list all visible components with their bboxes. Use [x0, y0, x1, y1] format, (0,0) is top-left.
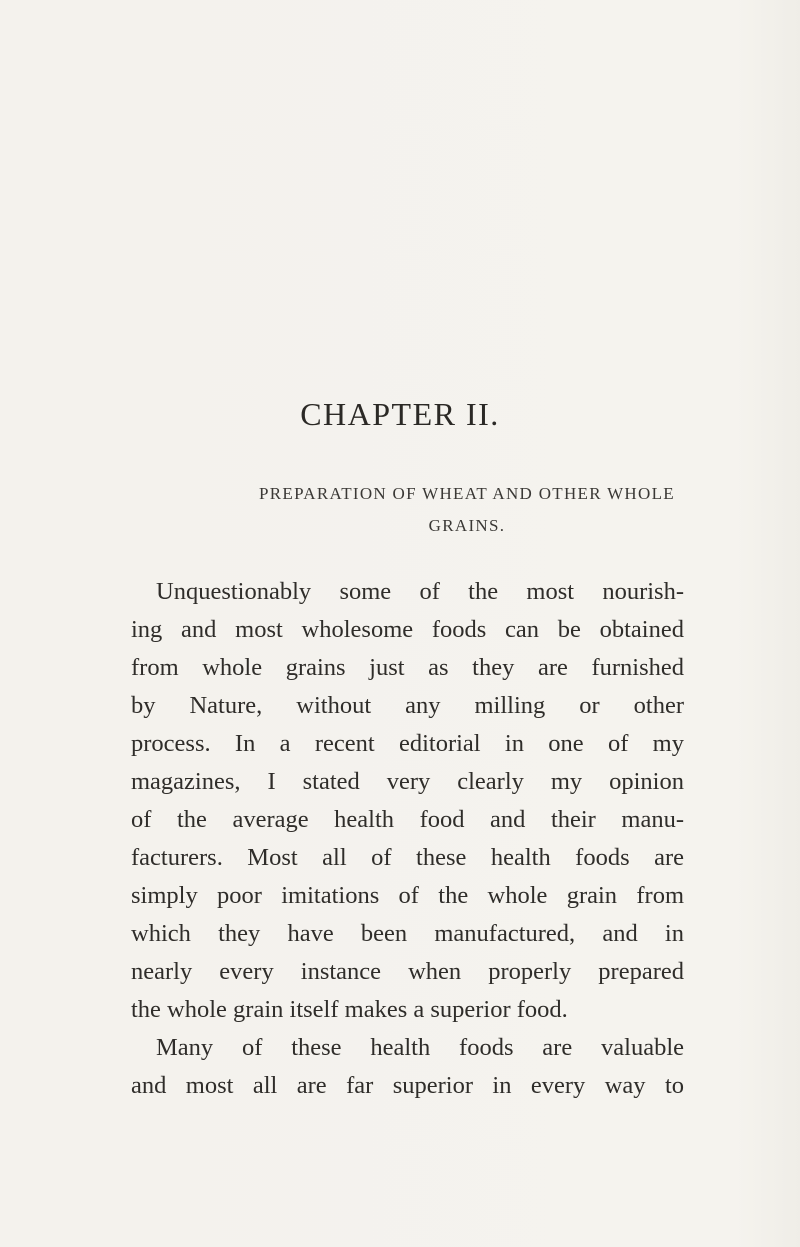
body-line-11: nearly every instance when properly prepared — [131, 958, 684, 985]
body-line-7: of the average health food and their manu- — [131, 806, 684, 833]
body-line-2: ing and most wholesome foods can be obtained — [131, 616, 684, 643]
body-line-8: facturers. Most all of these health foods are — [131, 844, 684, 871]
body-line-3: from whole grains just as they are furnished — [131, 654, 684, 681]
body-line-5: process. In a recent editorial in one of my — [131, 730, 684, 757]
body-line-10: which they have been manufactured, and in — [131, 920, 684, 947]
body-line-6: magazines, I stated very clearly my opinion — [131, 768, 684, 795]
body-line-4: by Nature, without any milling or other — [131, 692, 684, 719]
section-heading — [247, 478, 687, 542]
chapter-title: CHAPTER II. — [300, 396, 500, 432]
body-line-9: simply poor imitations of the whole grain from — [131, 882, 684, 909]
section-heading-line-2: GRAINS. — [428, 516, 506, 535]
section-heading-line-1: PREPARATION OF WHEAT AND OTHER WHOLE — [259, 484, 675, 503]
body-line-14: and most all are far superior in every way to — [131, 1072, 684, 1099]
body-line-13: Many of these health foods are valuable — [156, 1034, 684, 1061]
body-line-1: Unquestionably some of the most nourish- — [156, 578, 684, 605]
body-line-12: the whole grain itself makes a superior food. — [131, 996, 568, 1023]
